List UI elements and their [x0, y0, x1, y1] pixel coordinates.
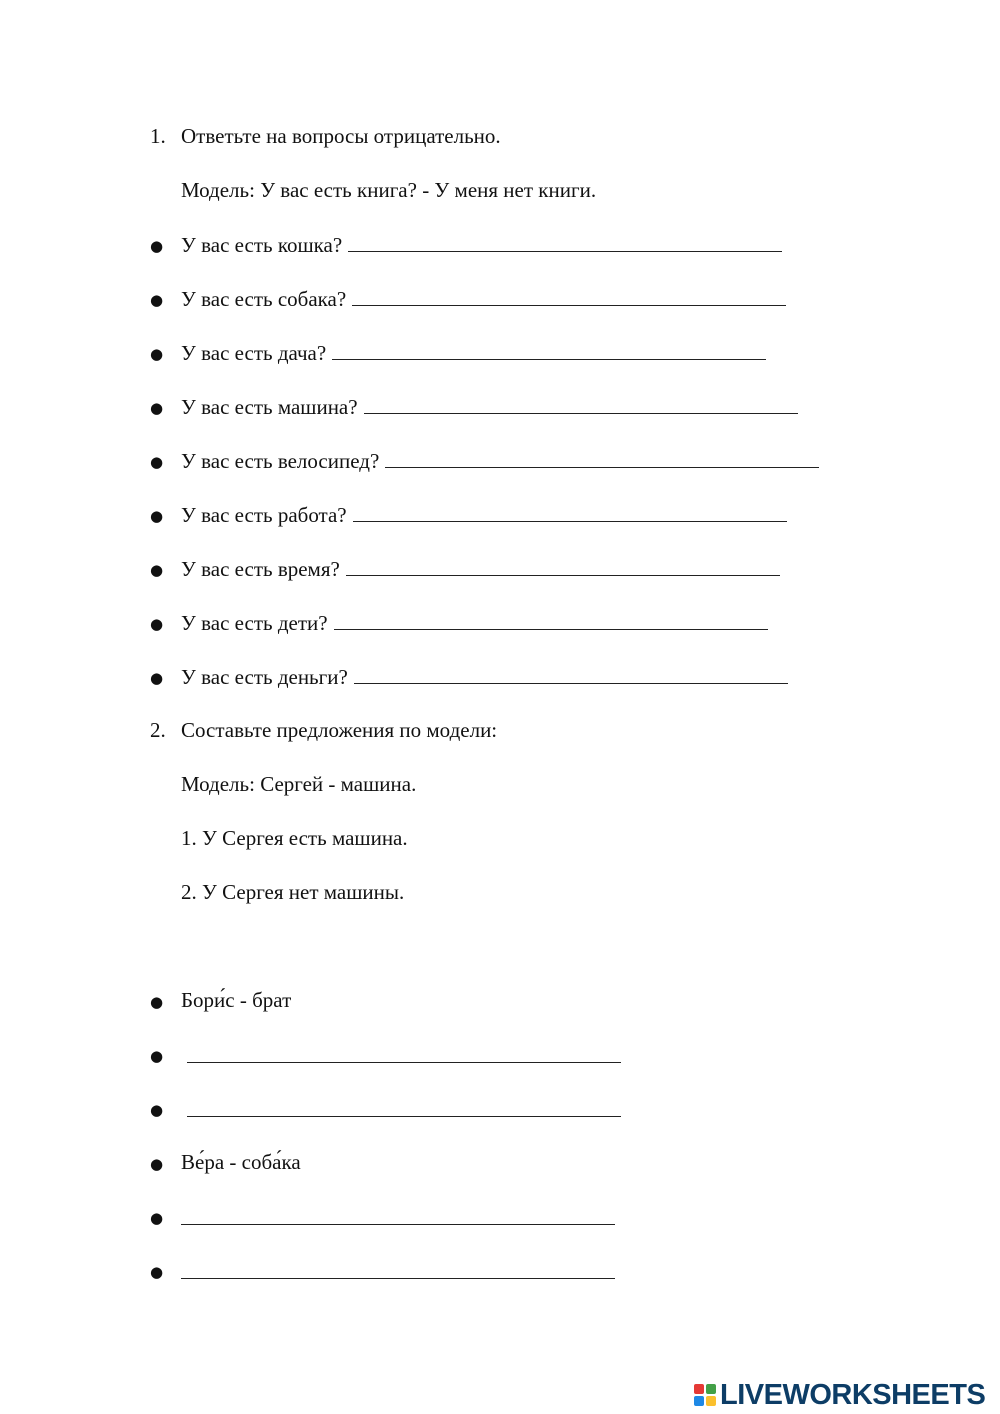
- bullet-icon: ●: [150, 345, 164, 363]
- bullet-icon: ●: [150, 993, 164, 1011]
- bullet-icon: ●: [150, 507, 164, 525]
- liveworksheets-logo: [694, 1378, 985, 1412]
- question-text: У вас есть деньги?: [181, 665, 348, 689]
- question-text: У вас есть дача?: [181, 341, 327, 365]
- answer-blank[interactable]: [332, 340, 766, 360]
- task2-number: 2.: [150, 718, 166, 742]
- bullet-icon: ●: [150, 453, 164, 471]
- answer-blank[interactable]: [187, 1096, 621, 1117]
- question-text: У вас есть кошка?: [181, 233, 343, 257]
- answer-blank[interactable]: [353, 502, 787, 522]
- bullet-icon: ●: [150, 291, 164, 309]
- question-text: У вас есть работа?: [181, 503, 347, 527]
- question-text: У вас есть дети?: [181, 611, 328, 635]
- answer-blank[interactable]: [352, 286, 786, 306]
- bullet-icon: ●: [150, 1047, 164, 1065]
- logo-blocks-icon: [694, 1384, 716, 1406]
- bullet-icon: ●: [150, 669, 164, 687]
- bullet-icon: ●: [150, 1155, 164, 1173]
- logo-text: LIVEWORKSHEETS: [720, 1378, 986, 1411]
- task2-example-2: 2. У Сергея нет машины.: [181, 880, 405, 904]
- task2-heading: Составьте предложения по модели:: [181, 718, 498, 742]
- bullet-icon: ●: [150, 1209, 164, 1227]
- prompt-text: Бори́с - брат: [181, 988, 292, 1012]
- question-text: У вас есть машина?: [181, 395, 358, 419]
- task1-heading: Ответьте на вопросы отрицательно.: [181, 124, 501, 148]
- answer-blank[interactable]: [385, 448, 819, 468]
- answer-blank[interactable]: [181, 1258, 615, 1279]
- question-text: У вас есть велосипед?: [181, 449, 380, 473]
- task2-example-1: 1. У Сергея есть машина.: [181, 826, 408, 850]
- answer-blank[interactable]: [348, 232, 782, 252]
- task2-model: Модель: Сергей - машина.: [181, 772, 417, 796]
- question-text: У вас есть время?: [181, 557, 340, 581]
- answer-blank[interactable]: [346, 556, 780, 576]
- answer-blank[interactable]: [181, 1204, 615, 1225]
- prompt-text: Ве́ра - соба́ка: [181, 1150, 301, 1174]
- bullet-icon: ●: [150, 615, 164, 633]
- answer-blank[interactable]: [354, 664, 788, 684]
- task1-model: Модель: У вас есть книга? - У меня нет книги.: [181, 178, 597, 202]
- answer-blank[interactable]: [187, 1042, 621, 1063]
- bullet-icon: ●: [150, 1263, 164, 1281]
- bullet-icon: ●: [150, 1101, 164, 1119]
- bullet-icon: ●: [150, 237, 164, 255]
- question-text: У вас есть собака?: [181, 287, 347, 311]
- bullet-icon: ●: [150, 399, 164, 417]
- answer-blank[interactable]: [364, 394, 798, 414]
- answer-blank[interactable]: [334, 610, 768, 630]
- bullet-icon: ●: [150, 561, 164, 579]
- task1-number: 1.: [150, 124, 166, 148]
